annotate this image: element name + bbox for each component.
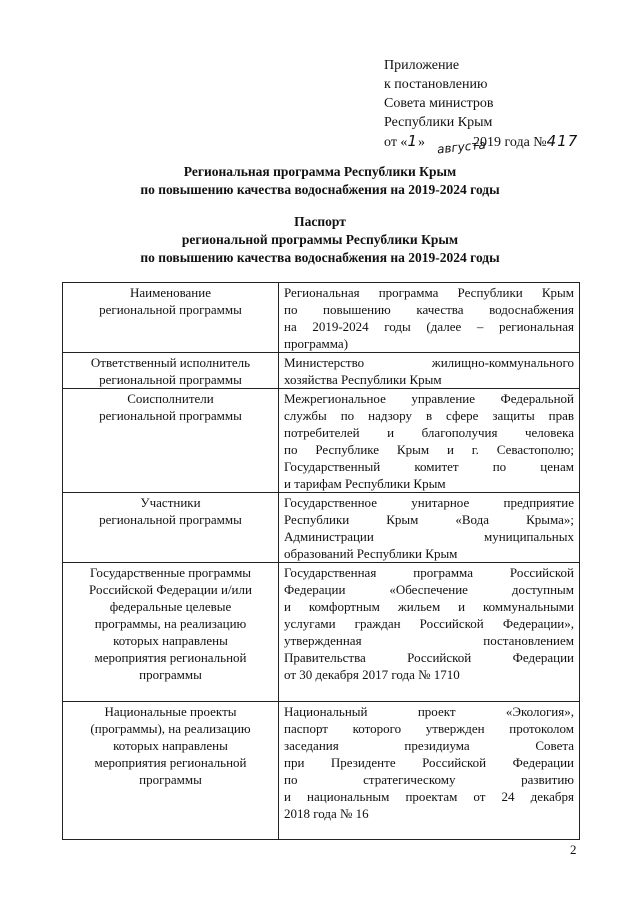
handwritten-month: августа [436, 137, 487, 157]
row-label-line: (программы), на реализацию [90, 721, 251, 736]
row-value-cell [279, 493, 580, 563]
table-row [63, 563, 580, 702]
row-value-line: заседания президиума Совета [284, 738, 574, 753]
table-row [63, 389, 580, 493]
row-value-line: Республики Крым «Вода Крыма»; [284, 512, 574, 527]
row-label-line: Государственные программы [89, 565, 252, 580]
row-value-line: по повышению качества водоснабжения [284, 302, 574, 317]
handwritten-day: 1 [407, 132, 418, 150]
row-label-line: Ответственный исполнитель [90, 355, 251, 370]
row-label-line: Национальные проекты [104, 704, 237, 719]
page-number: 2 [570, 842, 577, 857]
row-label-line: программы, на реализацию [94, 616, 247, 631]
row-label-line: федеральные целевые [109, 599, 232, 614]
row-label-line: программы [139, 667, 202, 682]
row-label-line: программы [139, 772, 202, 787]
row-value-line: Федерации «Обеспечение доступным [284, 582, 574, 597]
row-value-line: 2018 года № 16 [284, 806, 369, 821]
row-label-cell [63, 353, 279, 389]
row-label-cell [63, 702, 279, 840]
row-label-line: региональной программы [99, 408, 242, 423]
passport-title [0, 213, 640, 267]
table-row [63, 353, 580, 389]
passport-title-line-1: Паспорт [294, 214, 346, 229]
row-value-line: программа) [284, 336, 349, 351]
row-value-line: при Президенте Российской Федерации [284, 755, 574, 770]
row-value-line: паспорт которого утвержден протоколом [284, 721, 574, 736]
row-label-line: региональной программы [99, 302, 242, 317]
row-label-cell [63, 493, 279, 563]
row-value-line: услугами граждан Российской Федерации», [284, 616, 574, 631]
row-value-cell [279, 353, 580, 389]
row-label-line: региональной программы [99, 372, 242, 387]
row-label-cell [63, 563, 279, 702]
table-row [63, 493, 580, 563]
program-title-line-1: Региональная программа Республики Крым [183, 164, 457, 179]
row-label-line: Соисполнители [127, 391, 214, 406]
row-value-line: Межрегиональное управление Федеральной [284, 391, 574, 406]
row-label-cell [63, 283, 279, 353]
row-label-cell [63, 389, 279, 493]
row-value-line: и национальным проектам от 24 декабря [284, 789, 574, 804]
passport-table-body [63, 283, 580, 840]
date-prefix: от « [384, 135, 408, 150]
row-label-line: Участники [140, 495, 201, 510]
date-mid: » [417, 135, 425, 150]
appendix-line-1: Приложение [384, 58, 460, 73]
table-row [63, 283, 580, 353]
row-value-cell [279, 702, 580, 840]
row-label-line: мероприятия региональной [94, 755, 247, 770]
row-value-line: Правительства Российской Федерации [284, 650, 574, 665]
row-label-line: региональной программы [99, 512, 242, 527]
row-value-line: утвержденная постановлением [284, 633, 574, 648]
passport-title-line-2: региональной программы Республики Крым [181, 232, 459, 247]
appendix-line-4: Республики Крым [384, 115, 493, 130]
passport-table [62, 282, 580, 840]
row-value-cell [279, 563, 580, 702]
handwritten-number: 417 [546, 132, 579, 150]
row-value-line: на 2019-2024 годы (далее – региональная [284, 319, 574, 334]
row-value-line: Администрации муниципальных [284, 529, 574, 544]
row-value-line: хозяйства Республики Крым [284, 372, 442, 387]
passport-title-line-3: по повышению качества водоснабжения на 2019-2024 годы [140, 250, 500, 265]
row-value-line: потребителей и благополучия человека [284, 425, 574, 440]
row-value-line: Национальный проект «Экология», [284, 704, 574, 719]
row-value-line: образований Республики Крым [284, 546, 458, 561]
appendix-block [384, 56, 579, 157]
row-label-line: которых направлены [113, 633, 228, 648]
row-value-line: службы по надзору в сфере защиты прав [284, 408, 574, 423]
program-title-line-2: по повышению качества водоснабжения на 2019-2024 годы [140, 182, 500, 197]
row-value-line: Министерство жилищно-коммунального [284, 355, 574, 370]
appendix-line-2: к постановлению [384, 77, 488, 92]
row-value-line: Государственное унитарное предприятие [284, 495, 574, 510]
row-value-cell [279, 389, 580, 493]
row-value-cell [279, 283, 580, 353]
appendix-line-3: Совета министров [384, 96, 494, 111]
row-value-line: по стратегическому развитию [284, 772, 574, 787]
row-label-line: Наименование [130, 285, 211, 300]
row-label-line: которых направлены [113, 738, 228, 753]
row-value-line: от 30 декабря 2017 года № 1710 [284, 667, 460, 682]
row-value-line: и тарифам Республики Крым [284, 476, 446, 491]
row-value-line: Государственная программа Российской [284, 565, 574, 580]
table-row [63, 702, 580, 840]
row-label-line: мероприятия региональной [94, 650, 247, 665]
row-value-line: Региональная программа Республики Крым [284, 285, 574, 300]
row-value-line: по Республике Крым и г. Севастополю; [284, 442, 574, 457]
row-value-line: и комфортным жильем и коммунальными [284, 599, 574, 614]
row-value-line: Государственный комитет по ценам [284, 459, 574, 474]
program-title [0, 163, 640, 199]
row-label-line: Российской Федерации и/или [89, 582, 252, 597]
date-year: 2019 года № [472, 135, 547, 150]
